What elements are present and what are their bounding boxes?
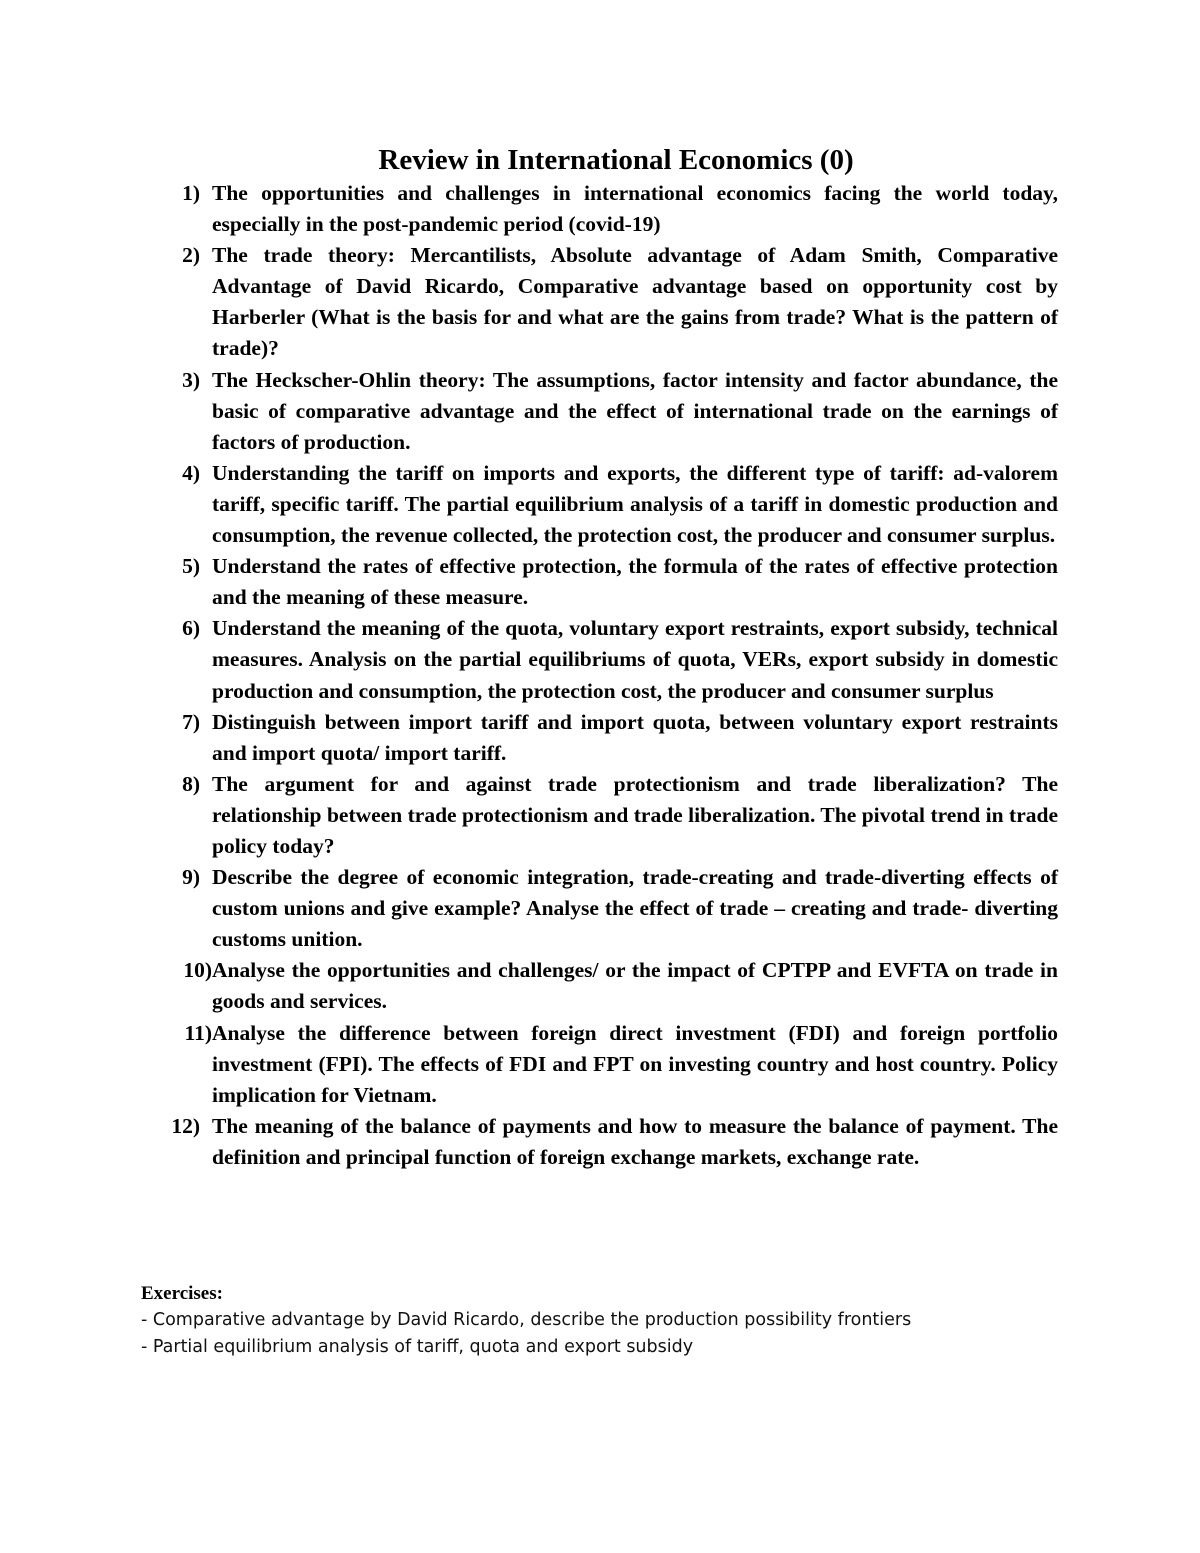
- question-number: 5): [182, 554, 200, 579]
- question-number: 12): [171, 1113, 200, 1138]
- review-question-item: [184, 1018, 1058, 1111]
- question-text: The meaning of the balance of payments and how to measure the balance of payment. The definition and principal function of foreign exchange markets, exchange rate.: [212, 1113, 1058, 1169]
- question-text: The trade theory: Mercantilists, Absolute advantage of Adam Smith, Comparative Advantage of David Ricardo, Comparative advantage based on opportunity cost by Harberler (What is the basis for and what are the gains from trade? What is the pattern of trade)?: [212, 243, 1058, 361]
- review-question-item: [182, 458, 1058, 551]
- question-text: The opportunities and challenges in international economics facing the world today, especially in the post-pandemic period (covid-19): [212, 181, 1058, 237]
- question-text: Understand the rates of effective protection, the formula of the rates of effective protection and the meaning of these measure.: [212, 554, 1058, 610]
- exercise-item: - Comparative advantage by David Ricardo, describe the production possibility frontiers: [141, 1310, 912, 1330]
- question-number: 9): [182, 865, 200, 890]
- question-number: 2): [182, 243, 200, 268]
- question-text: The Heckscher-Ohlin theory: The assumptions, factor intensity and factor abundance, the basic of comparative advantage and the effect of international trade on the earnings of factors of production.: [212, 367, 1058, 454]
- question-number: 3): [182, 367, 200, 392]
- question-number: 11): [184, 1020, 212, 1045]
- review-question-item: [182, 769, 1058, 862]
- question-text: Understanding the tariff on imports and exports, the different type of tariff: ad-valorem tariff, specific tariff. The partial equilibrium analysis of a tariff in domestic production and consumption, the revenue collected, the protection cost, the producer and consumer surplus.: [212, 460, 1058, 548]
- review-question-item: [171, 1111, 1058, 1173]
- review-question-item: [182, 862, 1058, 955]
- review-question-item: [182, 551, 1058, 613]
- exercises-heading: Exercises:: [141, 1283, 223, 1304]
- exercises-list: [141, 1307, 911, 1361]
- question-number: 1): [182, 181, 200, 205]
- question-number: 8): [182, 771, 200, 796]
- question-text: Understand the meaning of the quota, voluntary export restraints, export subsidy, technical measures. Analysis on the partial equilibriums of quota, VERs, export subsidy in domestic production and consumption, the protection cost, the producer and consumer surplus: [212, 616, 1058, 703]
- question-text: The argument for and against trade protectionism and trade liberalization? The relationship between trade protectionism and trade liberalization. The pivotal trend in trade policy today?: [212, 771, 1058, 858]
- question-text: Analyse the difference between foreign direct investment (FDI) and foreign portfolio investment (FPI). The effects of FDI and FPT on investing country and host country. Policy implication for Vietnam.: [212, 1020, 1058, 1107]
- question-text: Analyse the opportunities and challenges/ or the impact of CPTPP and EVFTA on trade in goods and services.: [212, 958, 1058, 1014]
- review-question-item: [182, 707, 1058, 769]
- review-question-item: [182, 365, 1058, 458]
- question-number: 10): [183, 958, 212, 983]
- review-question-item: [182, 178, 1058, 240]
- question-text: Distinguish between import tariff and import quota, between voluntary export restraints and import quota/ import tariff.: [212, 709, 1058, 765]
- exercise-item: - Partial equilibrium analysis of tariff, quota and export subsidy: [141, 1337, 694, 1357]
- document-title: Review in International Economics (0): [378, 144, 854, 176]
- question-number: 6): [182, 616, 200, 641]
- review-question-item: [182, 240, 1058, 364]
- review-question-item: [183, 955, 1058, 1017]
- review-question-list: [0, 178, 1058, 1173]
- question-number: 4): [182, 460, 200, 485]
- review-question-item: [182, 613, 1058, 706]
- question-number: 7): [182, 709, 200, 734]
- question-text: Describe the degree of economic integration, trade-creating and trade-diverting effects of custom unions and give example? Analyse the effect of trade – creating and trade- diverting customs unition.: [212, 865, 1058, 952]
